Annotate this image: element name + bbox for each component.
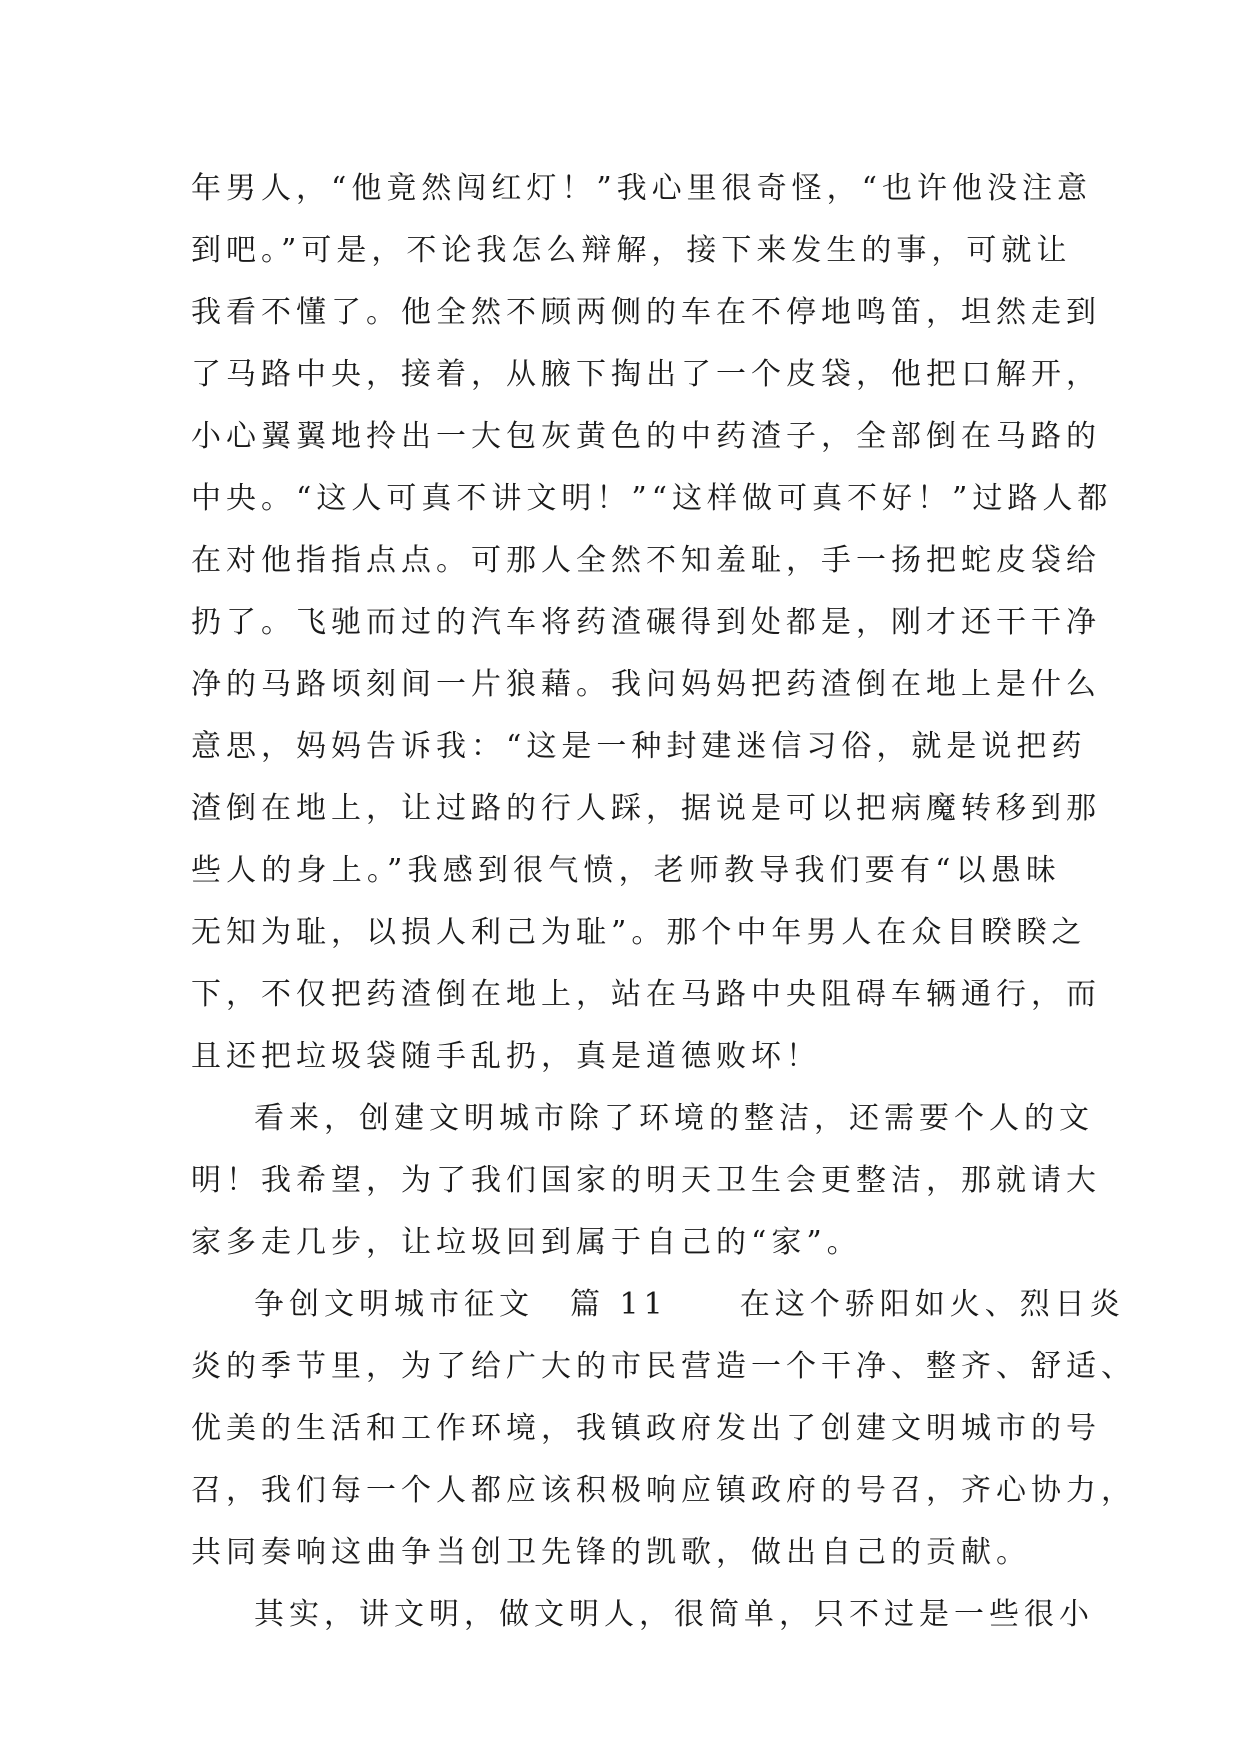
essay-heading: 争创文明城市征文: [254, 1287, 534, 1322]
text-line: 意思，妈妈告诉我：“这是一种封建迷信习俗，就是说把药: [191, 729, 1087, 764]
text-line: 了马路中央，接着，从腋下掏出了一个皮袋，他把口解开，: [191, 357, 1101, 392]
text-line: 在对他指指点点。可那人全然不知羞耻，手一扬把蛇皮袋给: [191, 543, 1101, 578]
body-text: [191, 158, 1136, 1646]
text-line: 明！我希望，为了我们国家的明天卫生会更整洁，那就请大: [191, 1163, 1101, 1198]
text-line: 优美的生活和工作环境，我镇政府发出了创建文明城市的号: [191, 1411, 1101, 1446]
text-line: 渣倒在地上，让过路的行人踩，据说是可以把病魔转移到那: [191, 791, 1101, 826]
text-line: 小心翼翼地拎出一大包灰黄色的中药渣子，全部倒在马路的: [191, 419, 1101, 454]
text-line: 到吧。”可是，不论我怎么辩解，接下来发生的事，可就让: [191, 233, 1072, 268]
paragraph-1: [191, 158, 1113, 1088]
text-line: 看来，创建文明城市除了环境的整洁，还需要个人的文: [254, 1101, 1094, 1136]
text-line: 家多走几步，让垃圾回到属于自己的“家”。: [191, 1225, 862, 1260]
text-line: 无知为耻，以损人利己为耻”。那个中年男人在众目睽睽之: [191, 915, 1087, 950]
text-line: 净的马路顷刻间一片狼藉。我问妈妈把药渣倒在地上是什么: [191, 667, 1101, 702]
text-line: 年男人，“他竟然闯红灯！”我心里很奇怪，“也许他没注意: [191, 171, 1093, 206]
paragraph-4: [191, 1584, 1094, 1646]
text-line: 召，我们每一个人都应该积极响应镇政府的号召，齐心协力，: [191, 1473, 1136, 1508]
text-line: 其实，讲文明，做文明人，很简单，只不过是一些很小: [254, 1597, 1094, 1632]
text-line: 中央。“这人可真不讲文明！”“这样做可真不好！”过路人都: [191, 481, 1113, 516]
text-line: 些人的身上。”我感到很气愤，老师教导我们要有“以愚昧: [191, 853, 1061, 888]
text-line: 我看不懂了。他全然不顾两侧的车在不停地鸣笛，坦然走到: [191, 295, 1101, 330]
paragraph-3: [191, 1274, 1136, 1584]
paragraph-2: [191, 1088, 1101, 1274]
text-line: 共同奏响这曲争当创卫先锋的凯歌，做出自己的贡献。: [191, 1535, 1031, 1570]
section-number: 篇 11: [570, 1287, 668, 1322]
text-line: 下，不仅把药渣倒在地上，站在马路中央阻碍车辆通行，而: [191, 977, 1101, 1012]
text-line: 在这个骄阳如火、烈日炎: [739, 1287, 1125, 1322]
text-line: 炎的季节里，为了给广大的市民营造一个干净、整齐、舒适、: [191, 1349, 1136, 1384]
text-line: 扔了。飞驰而过的汽车将药渣碾得到处都是，刚才还干干净: [191, 605, 1101, 640]
text-line: 且还把垃圾袋随手乱扔，真是道德败坏！: [191, 1039, 821, 1074]
heading-line: [191, 1274, 1125, 1336]
